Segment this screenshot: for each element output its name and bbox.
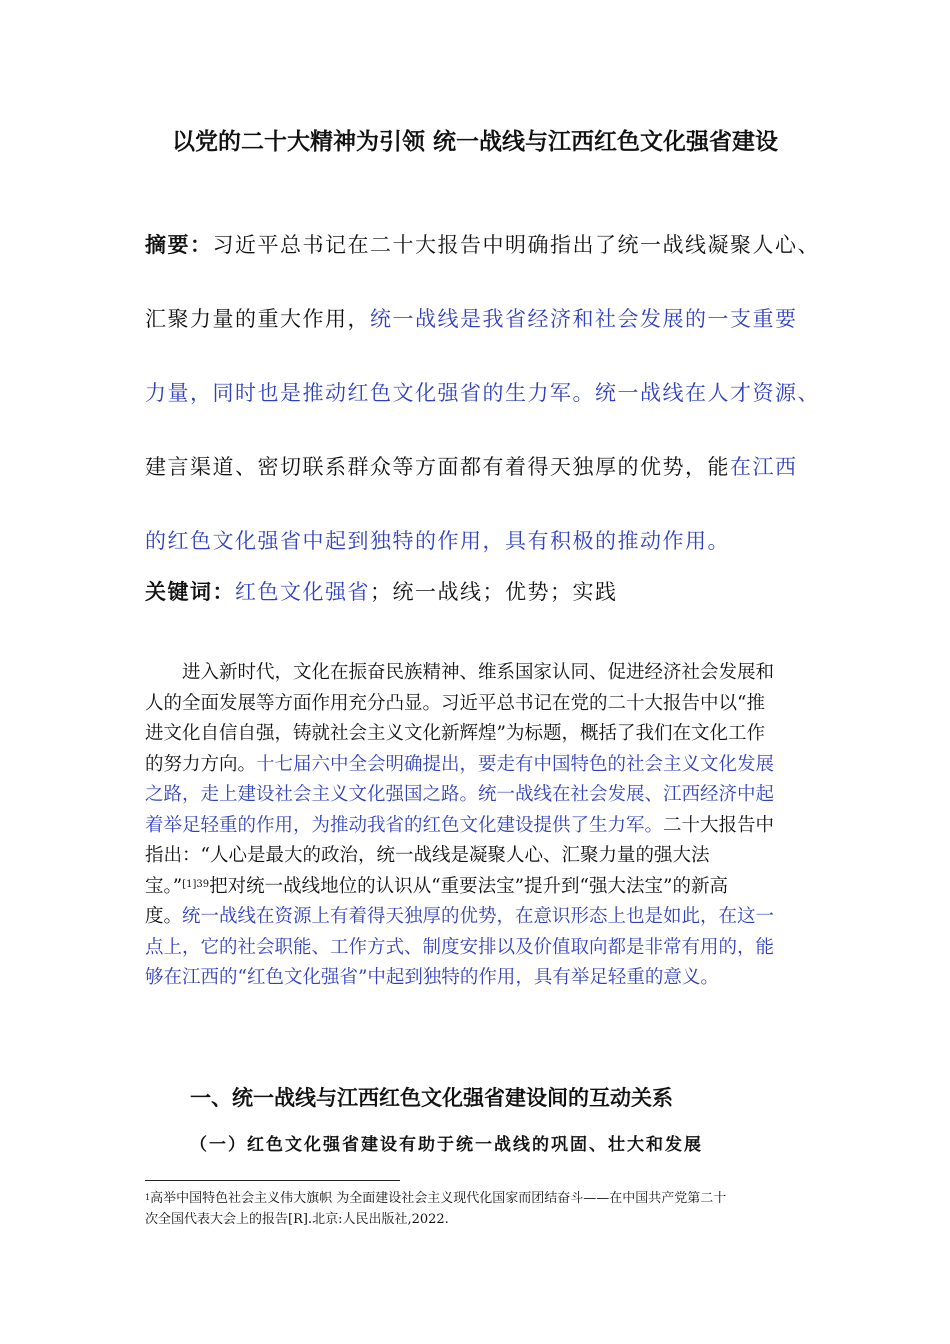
abstract-line [145,430,825,504]
body-line [145,750,810,781]
body-text: 度。 [145,906,183,927]
footnote-marker: 1 [145,1193,151,1202]
abstract-highlight: 统一战线是我省经济和社会发展的一支重要 [370,307,798,331]
body-paragraph [145,658,810,994]
body-line: 进文化自信自强，铸就社会主义文化新辉煌”为标题，概括了我们在文化工作 [145,723,765,744]
abstract-highlight: 在江西 [730,455,798,479]
keyword-highlight: 红色文化强省 [235,580,370,604]
body-text: 宝。” [145,875,183,897]
footnote-line [145,1188,825,1209]
body-text: 的努力方向。 [145,753,257,775]
citation-marker[interactable]: [1]39 [182,878,210,890]
body-line: 进入新时代，文化在振奋民族精神、维系国家认同、促进经济社会发展和 [182,662,775,683]
footnote-text: 高举中国特色社会主义伟大旗帜 为全面建设社会主义现代化国家而团结奋斗——在中国共产党第二十 [150,1191,727,1206]
body-line: 指出：“人心是最大的政治，统一战线是凝聚人心、汇聚力量的强大法 [145,845,710,866]
abstract-text: 建言渠道、密切联系群众等方面都有着得天独厚的优势，能 [145,455,730,479]
body-highlight-line: 点上，它的社会职能、工作方式、制度安排以及价值取向都是非常有用的，能 [145,936,775,958]
body-highlight-line: 之路，走上建设社会主义文化强国之路。统一战线在社会发展、江西经济中起 [145,784,775,805]
footnote-divider [145,1180,400,1181]
footnote-line: 次全国代表大会上的报告[R].北京:人民出版社,2022. [145,1212,449,1227]
body-text: 把对统一战线地位的认识从“重要法宝”提升到“强大法宝”的新高 [209,875,728,897]
footnote [145,1188,825,1230]
abstract-line [145,282,825,356]
body-line [145,872,810,903]
body-line: 人的全面发展等方面作用充分凸显。习近平总书记在党的二十大报告中以“推 [145,692,765,714]
body-text: 二十大报告中 [663,814,775,836]
abstract-highlight-line: 的红色文化强省中起到独特的作用，具有积极的推动作用。 [145,529,730,553]
body-line [145,811,810,842]
keywords-text: ；统一战线；优势；实践 [370,580,618,604]
section-heading: 一、统一战线与江西红色文化强省建设间的互动关系 [190,1086,673,1110]
abstract-section [145,208,825,578]
abstract-text: 习近平总书记在二十大报告中明确指出了统一战线凝聚人心、 [212,233,820,257]
body-line [145,902,810,933]
abstract-line [145,208,825,282]
abstract-label: 摘要： [145,233,213,257]
body-highlight: 十七届六中全会明确提出，要走有中国特色的社会主义文化发展 [256,753,775,775]
body-highlight-line: 够在江西的“红色文化强省”中起到独特的作用，具有举足轻重的意义。 [145,967,719,988]
keywords-label: 关键词： [145,580,235,604]
body-highlight: 统一战线在资源上有着得天独厚的优势，在意识形态上也是如此，在这一 [182,906,775,927]
document-title: 以党的二十大精神为引领 统一战线与江西红色文化强省建设 [171,129,778,155]
subsection-heading: （一）红色文化强省建设有助于统一战线的巩固、壮大和发展 [190,1135,703,1155]
abstract-highlight-line: 力量，同时也是推动红色文化强省的生力军。统一战线在人才资源、 [145,381,820,405]
body-highlight: 着举足轻重的作用，为推动我省的红色文化建设提供了生力军。 [145,814,664,836]
keywords-section [145,566,825,618]
abstract-text: 汇聚力量的重大作用， [145,307,370,331]
